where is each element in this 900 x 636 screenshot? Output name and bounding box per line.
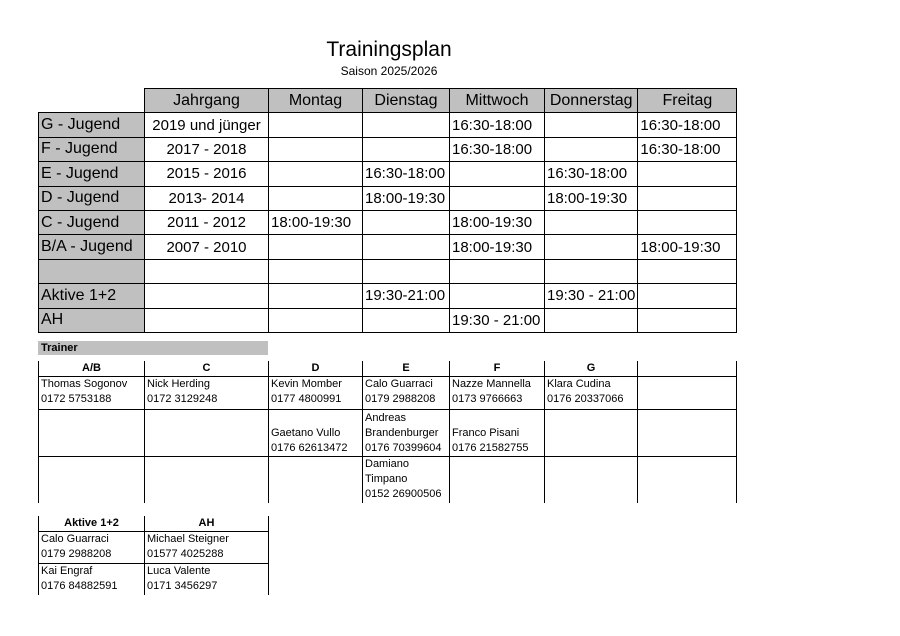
time-slot-fr: [638, 162, 737, 186]
team-cell: F - Jugend: [39, 137, 145, 161]
time-slot-mi: [450, 284, 545, 308]
trainer-text: Michael Steigner: [147, 533, 229, 545]
time-slot-fr: [638, 284, 737, 308]
time-slot-mi: 16:30-18:00: [450, 113, 545, 137]
trainer-text: 0177 4800991: [271, 393, 342, 405]
header-aktive: Aktive 1+2: [39, 516, 145, 532]
schedule-row: [39, 162, 737, 186]
time-slot-di: [363, 259, 450, 283]
time-slot-di: [363, 210, 450, 234]
team-cell: D - Jugend: [39, 186, 145, 210]
schedule-row: [39, 210, 737, 234]
trainer-text: 0176 70399604: [365, 442, 442, 454]
trainer-cell: [145, 564, 269, 596]
trainer-section-label: Trainer: [38, 341, 268, 355]
trainer-cell: [39, 564, 145, 596]
trainer-text: 0179 2988208: [41, 548, 112, 560]
time-slot-do: 19:30 - 21:00: [545, 284, 638, 308]
time-slot-mo: [269, 162, 363, 186]
aktive-header-row: [39, 516, 269, 532]
trainer-cell: [363, 377, 450, 410]
time-slot-di: [363, 137, 450, 161]
time-slot-fr: 16:30-18:00: [638, 137, 737, 161]
aktive-ah-trainer-table: [38, 516, 269, 595]
year-cell: [145, 259, 269, 283]
schedule-row: [39, 308, 737, 332]
time-slot-do: [545, 113, 638, 137]
team-cell: AH: [39, 308, 145, 332]
team-cell: [39, 259, 145, 283]
header-montag: Montag: [269, 89, 363, 113]
trainer-text: Luca Valente: [147, 565, 211, 577]
schedule-row: [39, 284, 737, 308]
trainer-cell: [638, 410, 737, 457]
trainer-cell: [39, 377, 145, 410]
trainer-group-header: [638, 361, 737, 377]
trainer-text: 0173 9766663: [452, 393, 523, 405]
trainer-cell: [269, 377, 363, 410]
trainer-text: Damiano: [365, 458, 410, 470]
trainer-cell: [39, 457, 145, 504]
trainer-text: 0176 21582755: [452, 442, 529, 454]
time-slot-fr: [638, 210, 737, 234]
trainer-row: [39, 377, 737, 410]
trainer-cell: [145, 457, 269, 504]
schedule-row: [39, 235, 737, 259]
trainer-text: 0179 2988208: [365, 393, 436, 405]
team-cell: G - Jugend: [39, 113, 145, 137]
trainer-cell: [545, 410, 638, 457]
header-freitag: Freitag: [638, 89, 737, 113]
time-slot-di: 19:30-21:00: [363, 284, 450, 308]
header-ah: AH: [145, 516, 269, 532]
trainer-text: 0172 5753188: [41, 393, 112, 405]
schedule-header-row: [39, 89, 737, 113]
trainer-table: [38, 361, 737, 503]
schedule-row: [39, 186, 737, 210]
trainer-cell: [638, 377, 737, 410]
time-slot-do: 16:30-18:00: [545, 162, 638, 186]
time-slot-di: 18:00-19:30: [363, 186, 450, 210]
trainer-row: [39, 410, 737, 457]
trainer-text: 0172 3129248: [147, 393, 218, 405]
trainer-cell: [145, 410, 269, 457]
trainer-cell: [450, 377, 545, 410]
year-cell: 2007 - 2010: [145, 235, 269, 259]
trainer-text: 0171 3456297: [147, 580, 218, 592]
time-slot-di: [363, 308, 450, 332]
year-cell: 2015 - 2016: [145, 162, 269, 186]
corner-cell: [39, 89, 145, 113]
time-slot-mi: 18:00-19:30: [450, 210, 545, 234]
trainer-text: Nazze Mannella: [452, 378, 531, 390]
schedule-table: [38, 88, 737, 333]
time-slot-mi: 18:00-19:30: [450, 235, 545, 259]
time-slot-do: [545, 235, 638, 259]
header-jahrgang: Jahrgang: [145, 89, 269, 113]
trainer-text: 0176 20337066: [547, 393, 624, 405]
schedule-row: [39, 137, 737, 161]
year-cell: [145, 308, 269, 332]
aktive-row: [39, 532, 269, 564]
year-cell: 2017 - 2018: [145, 137, 269, 161]
year-cell: 2011 - 2012: [145, 210, 269, 234]
schedule-row: [39, 259, 737, 283]
time-slot-fr: [638, 259, 737, 283]
time-slot-mo: 18:00-19:30: [269, 210, 363, 234]
time-slot-mi: [450, 186, 545, 210]
time-slot-mo: [269, 113, 363, 137]
time-slot-di: [363, 235, 450, 259]
header-mittwoch: Mittwoch: [450, 89, 545, 113]
trainer-cell: [145, 532, 269, 564]
time-slot-mo: [269, 308, 363, 332]
time-slot-do: [545, 308, 638, 332]
trainer-text: Brandenburger: [365, 427, 439, 439]
trainer-row: [39, 457, 737, 504]
trainer-cell: [363, 457, 450, 504]
trainer-cell: [269, 410, 363, 457]
time-slot-mi: [450, 259, 545, 283]
year-cell: 2013- 2014: [145, 186, 269, 210]
trainer-cell: [545, 377, 638, 410]
team-cell: Aktive 1+2: [39, 284, 145, 308]
trainer-text: Nick Herding: [147, 378, 210, 390]
time-slot-mi: 19:30 - 21:00: [450, 308, 545, 332]
trainer-text: 01577 4025288: [147, 548, 224, 560]
time-slot-mi: [450, 162, 545, 186]
page-subtitle: Saison 2025/2026: [340, 64, 438, 78]
year-cell: 2019 und jünger: [145, 113, 269, 137]
trainer-group-header: A/B: [39, 361, 145, 377]
trainer-text: Kai Engraf: [41, 565, 93, 577]
trainer-cell: [545, 457, 638, 504]
time-slot-di: [363, 113, 450, 137]
trainer-text: 0176 62613472: [271, 442, 348, 454]
trainer-text: Timpano: [365, 473, 408, 485]
year-cell: [145, 284, 269, 308]
aktive-row: [39, 564, 269, 596]
trainer-text: Gaetano Vullo: [271, 427, 341, 439]
trainer-group-header: G: [545, 361, 638, 377]
time-slot-mo: [269, 186, 363, 210]
team-cell: B/A - Jugend: [39, 235, 145, 259]
time-slot-di: 16:30-18:00: [363, 162, 450, 186]
trainer-text: Calo Guarraci: [41, 533, 109, 545]
page-title: Trainingsplan: [326, 38, 452, 61]
trainer-text: Klara Cudina: [547, 378, 611, 390]
trainer-cell: [269, 457, 363, 504]
trainer-header-row: [39, 361, 737, 377]
team-cell: C - Jugend: [39, 210, 145, 234]
time-slot-do: [545, 259, 638, 283]
time-slot-fr: [638, 186, 737, 210]
time-slot-mo: [269, 235, 363, 259]
trainer-cell: [638, 457, 737, 504]
trainer-text: 0176 84882591: [41, 580, 118, 592]
time-slot-do: [545, 137, 638, 161]
header-dienstag: Dienstag: [363, 89, 450, 113]
time-slot-mo: [269, 259, 363, 283]
trainer-group-header: E: [363, 361, 450, 377]
trainer-text: 0152 26900506: [365, 488, 442, 500]
time-slot-fr: 18:00-19:30: [638, 235, 737, 259]
time-slot-mo: [269, 284, 363, 308]
trainer-cell: [39, 410, 145, 457]
time-slot-mi: 16:30-18:00: [450, 137, 545, 161]
trainer-cell: [363, 410, 450, 457]
trainer-text: Thomas Sogonov: [41, 378, 128, 390]
trainer-text: Franco Pisani: [452, 427, 520, 439]
team-cell: E - Jugend: [39, 162, 145, 186]
trainer-cell: [145, 377, 269, 410]
time-slot-do: [545, 210, 638, 234]
header-donnerstag: Donnerstag: [545, 89, 638, 113]
time-slot-mo: [269, 137, 363, 161]
trainer-cell: [39, 532, 145, 564]
trainer-group-header: D: [269, 361, 363, 377]
time-slot-fr: [638, 308, 737, 332]
trainer-text: Calo Guarraci: [365, 378, 433, 390]
trainer-group-header: F: [450, 361, 545, 377]
time-slot-fr: 16:30-18:00: [638, 113, 737, 137]
schedule-row: [39, 113, 737, 137]
time-slot-do: 18:00-19:30: [545, 186, 638, 210]
trainer-group-header: C: [145, 361, 269, 377]
trainer-cell: [450, 410, 545, 457]
trainer-cell: [450, 457, 545, 504]
trainer-text: Kevin Momber: [271, 378, 342, 390]
trainer-text: Andreas: [365, 412, 406, 424]
